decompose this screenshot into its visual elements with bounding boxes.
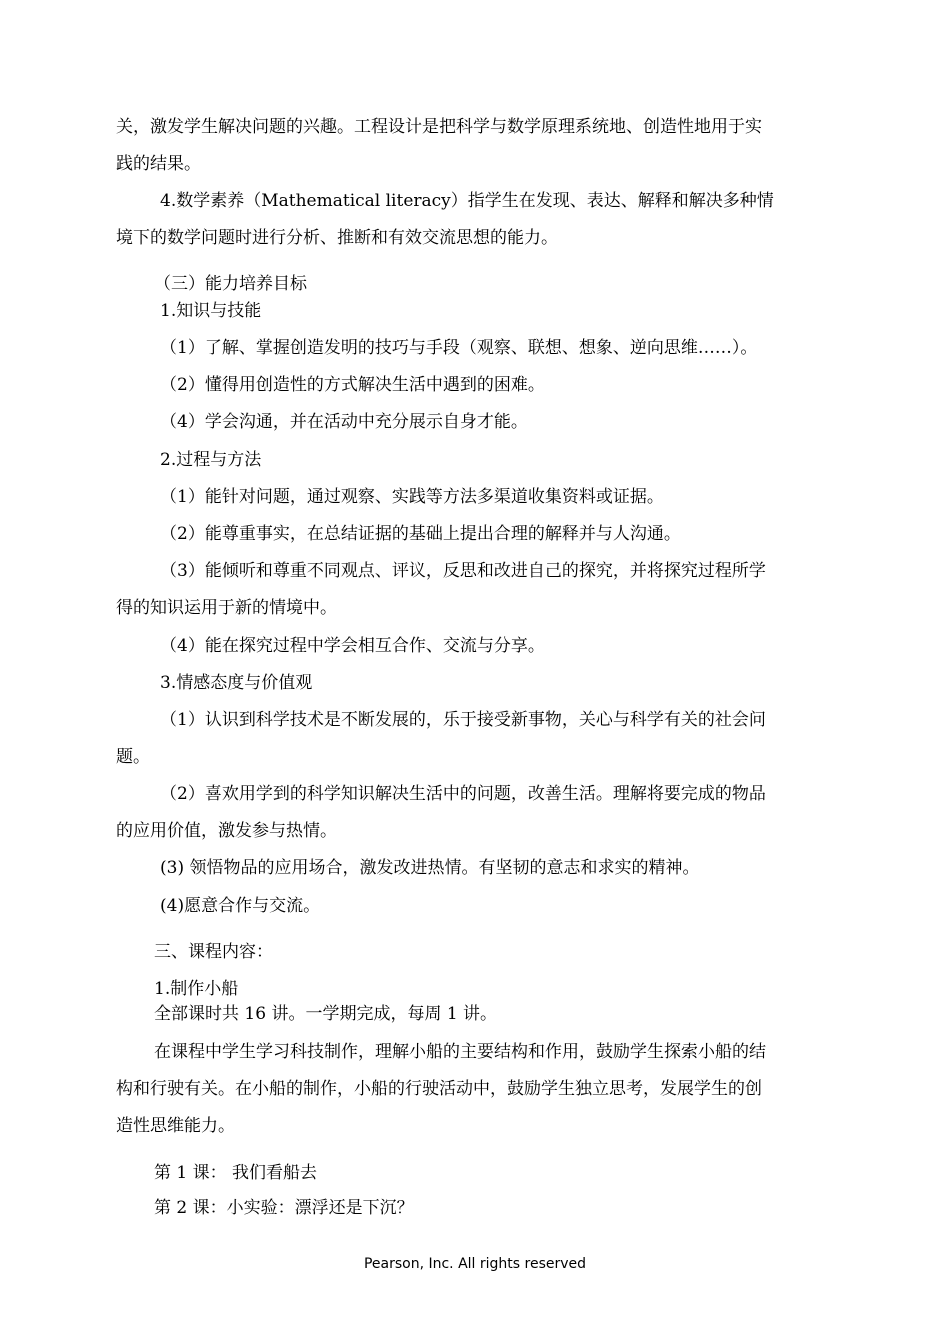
section-heading: 三、课程内容：: [154, 942, 273, 962]
page-footer: Pearson, Inc. All rights reserved: [363, 1256, 587, 1272]
subheading: 3.情感态度与价值观: [160, 673, 313, 693]
list-item: （1）能针对问题，通过观察、实践等方法多渠道收集资料或证据。: [160, 487, 664, 507]
body-text-line: 全部课时共 16 讲。一学期完成，每周 1 讲。: [154, 1004, 498, 1024]
list-item: (4)愿意合作与交流。: [160, 896, 321, 916]
list-item: （2）喜欢用学到的科学知识解决生活中的问题，改善生活。理解将要完成的物品: [160, 784, 766, 804]
list-item: （1）认识到科学技术是不断发展的，乐于接受新事物，关心与科学有关的社会问: [160, 710, 766, 730]
body-text-line: 关，激发学生解决问题的兴趣。工程设计是把科学与数学原理系统地、创造性地用于实: [116, 117, 762, 137]
body-text-line: 造性思维能力。: [116, 1116, 235, 1136]
list-item: （2）懂得用创造性的方式解决生活中遇到的困难。: [160, 375, 545, 395]
body-text-line: 得的知识运用于新的情境中。: [116, 598, 337, 618]
list-item: （3）能倾听和尊重不同观点、评议，反思和改进自己的探究，并将探究过程所学: [160, 561, 766, 581]
body-text-line: 的应用价值，激发参与热情。: [116, 821, 337, 841]
subheading: 1.知识与技能: [160, 301, 262, 321]
section-heading: （三）能力培养目标: [154, 274, 307, 294]
lesson-item: 第 2 课：小实验：漂浮还是下沉？: [154, 1198, 414, 1218]
body-text-line: 构和行驶有关。在小船的制作，小船的行驶活动中，鼓励学生独立思考，发展学生的创: [116, 1079, 762, 1099]
body-text-line: 题。: [116, 747, 150, 767]
list-item: （2）能尊重事实，在总结证据的基础上提出合理的解释并与人沟通。: [160, 524, 681, 544]
list-item: (3) 领悟物品的应用场合，激发改进热情。有坚韧的意志和求实的精神。: [160, 858, 700, 878]
list-item: （1）了解、掌握创造发明的技巧与手段（观察、联想、想象、逆向思维……）。: [160, 338, 758, 358]
body-text-line: 在课程中学生学习科技制作，理解小船的主要结构和作用，鼓励学生探索小船的结: [154, 1042, 766, 1062]
body-text-line: 境下的数学问题时进行分析、推断和有效交流思想的能力。: [116, 228, 558, 248]
numbered-paragraph: 4.数学素养（Mathematical literacy）指学生在发现、表达、解释和解决多种情: [160, 191, 774, 211]
subheading: 1.制作小船: [154, 979, 239, 999]
list-item: （4）学会沟通，并在活动中充分展示自身才能。: [160, 412, 528, 432]
list-item: （4）能在探究过程中学会相互合作、交流与分享。: [160, 636, 545, 656]
subheading: 2.过程与方法: [160, 450, 262, 470]
body-text-line: 践的结果。: [116, 154, 201, 174]
lesson-item: 第 1 课： 我们看船去: [154, 1163, 318, 1183]
